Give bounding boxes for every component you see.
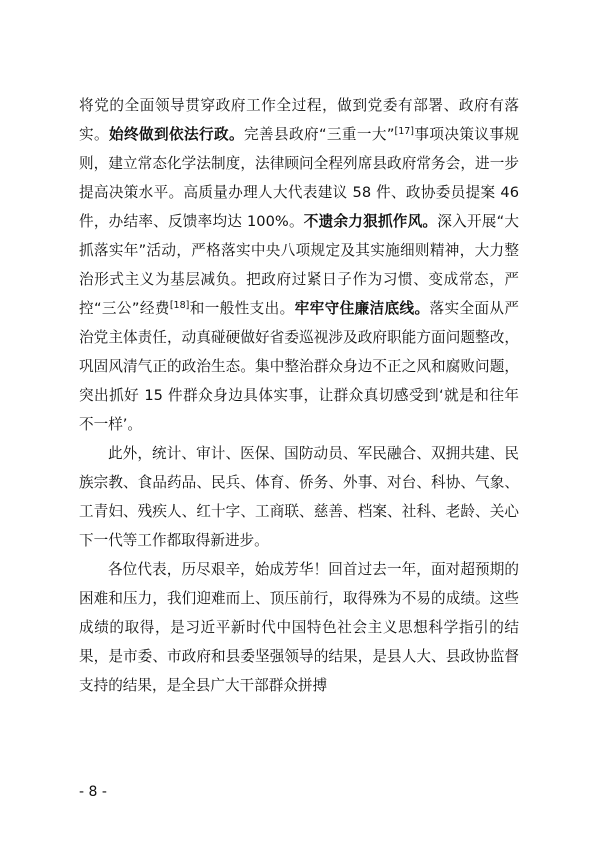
- text-run: 和一般性支出。: [189, 300, 295, 317]
- bold-heading-rule-of-law: 始终做到依法行政。: [109, 126, 244, 143]
- bold-heading-integrity: 牢牢守住廉洁底线。: [294, 300, 430, 317]
- footnote-ref-17[interactable]: [17]: [394, 126, 414, 137]
- bold-heading-work-style: 不遗余力狠抓作风。: [303, 213, 438, 230]
- footnote-ref-18[interactable]: [18]: [169, 300, 190, 311]
- text-run: 将党的全面领导贯穿政府工作全过程，做到党委有部署、政府有落实。: [79, 97, 519, 143]
- text-run: 深入开展“大抓落实年”活动，严格落实中央八项规定及其实施细则精神，大力整治形式主义为基层减负。把政府过紧日子作为习惯、变成常态，严控“三公”经费: [79, 213, 519, 317]
- document-body: [79, 91, 519, 700]
- text-run: 事项决策议事规则，建立常态化学法制度，法律顾问全程列席县政府常务会，进一步提高决策水平。高质量办理人大代表建议 58 件、政协委员提案 46 件，办结率、反馈率均达 100%。: [79, 126, 519, 230]
- paragraph-government-work: [79, 91, 519, 439]
- text-run: 落实全面从严治党主体责任，动真碰硬做好省委巡视涉及政府职能方面问题整改，巩固风清气正的政治生态。集中整治群众身边不正之风和腐败问题，突出抓好 15 件群众身边具体实事，让群众真切感受到‘就是和往年不一样’。: [79, 300, 519, 433]
- text-run: 完善县政府“三重一大”: [243, 126, 395, 143]
- paragraph-review: 各位代表，历尽艰辛，始成芳华！回首过去一年，面对超预期的困难和压力，我们迎难而上、顶压前行，取得殊为不易的成绩。这些成绩的取得，是习近平新时代中国特色社会主义思想科学指引的结果，是市委、市政府和县委坚强领导的结果，是县人大、县政协监督支持的结果，是全县广大干部群众拼搏: [79, 561, 519, 694]
- page-number: - 8 -: [79, 784, 107, 800]
- paragraph-other-work: 此外，统计、审计、医保、国防动员、军民融合、双拥共建、民族宗教、食品药品、民兵、体育、侨务、外事、对台、科协、气象、工青妇、残疾人、红十字、工商联、慈善、档案、社科、老龄、关心下一代等工作都取得新进步。: [79, 445, 519, 549]
